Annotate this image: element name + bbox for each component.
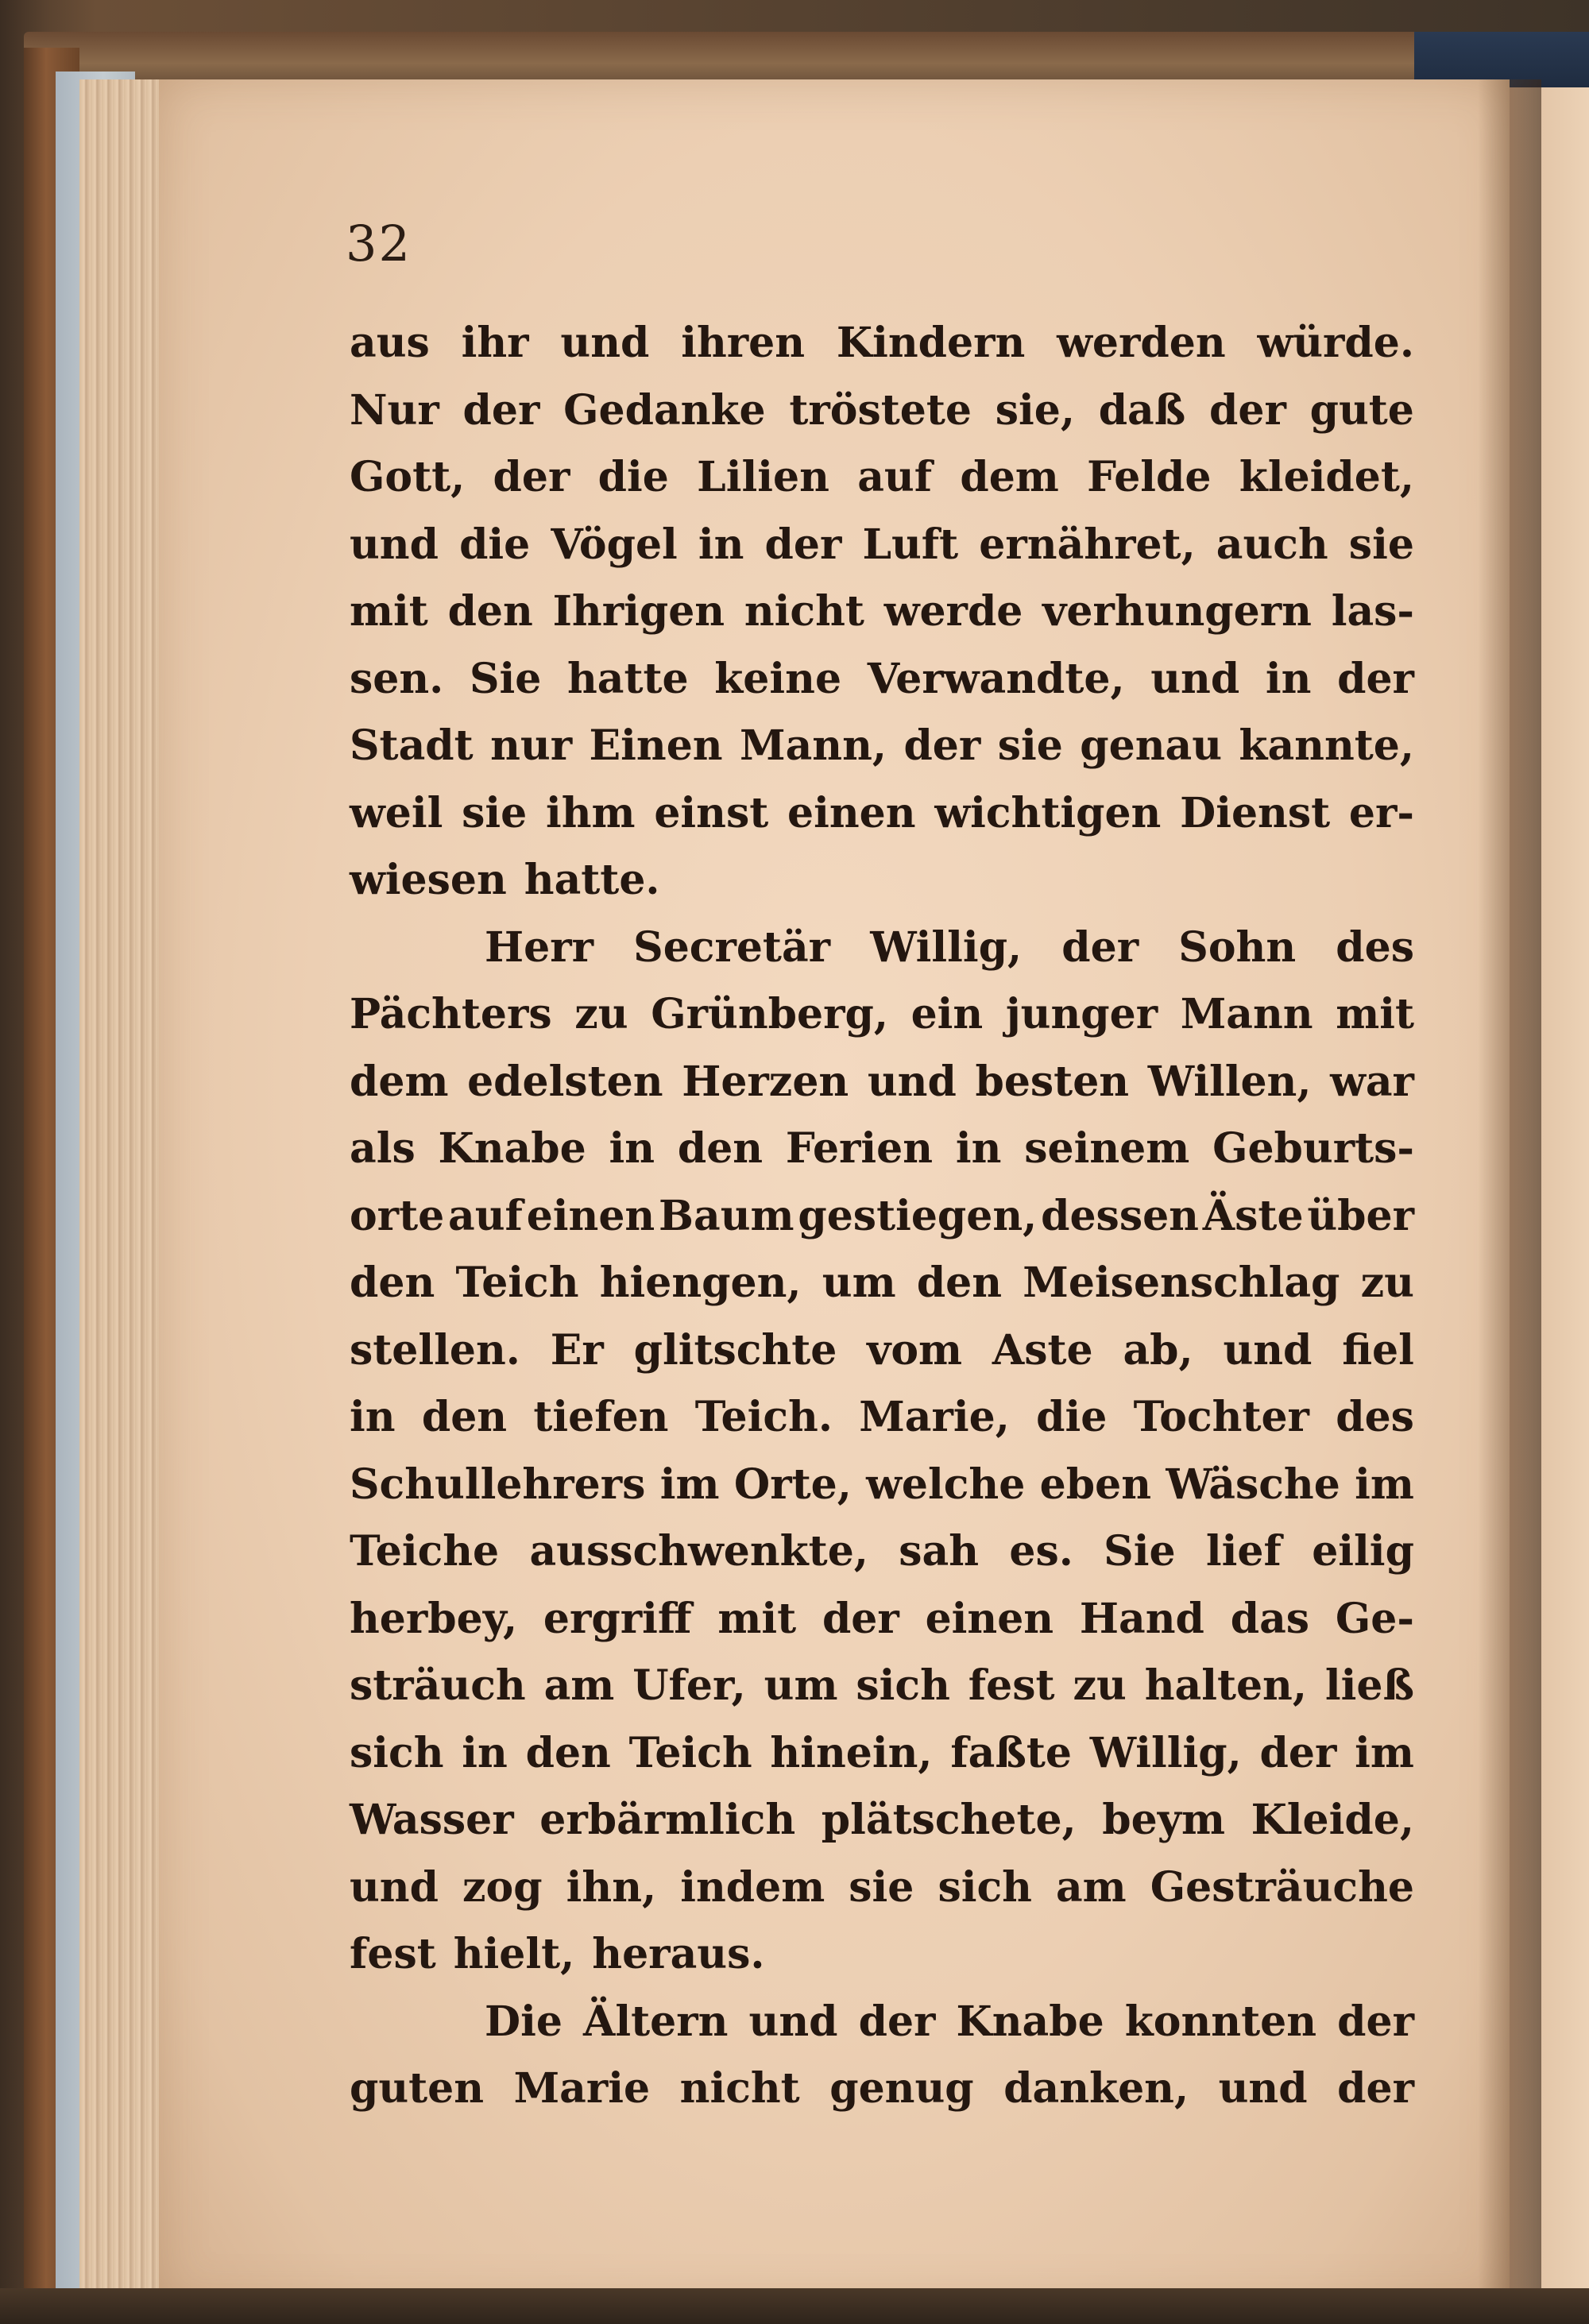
word: um	[822, 1259, 896, 1307]
word: sie	[849, 1862, 914, 1912]
word: Schullehrers	[350, 1460, 646, 1509]
word: stellen.	[350, 1325, 520, 1375]
word: fiel	[1342, 1325, 1414, 1375]
word: Herzen	[682, 1057, 849, 1106]
text-line	[350, 1787, 1414, 1854]
word: eben	[1039, 1460, 1152, 1509]
word: sie	[1348, 520, 1414, 569]
word: und	[1218, 2064, 1308, 2113]
word: er-	[1348, 788, 1414, 837]
word: sie,	[995, 385, 1075, 435]
word: tiefen	[533, 1393, 669, 1441]
word: Gedanke	[563, 385, 766, 435]
word: und	[560, 319, 650, 367]
word: Secretär	[633, 922, 831, 972]
word: werden	[1057, 319, 1226, 367]
word: hiengen,	[599, 1259, 802, 1307]
text-line	[350, 1317, 1414, 1385]
text-line	[350, 578, 1414, 646]
word: um	[764, 1661, 838, 1710]
word: ab,	[1123, 1325, 1193, 1375]
word: nicht	[679, 2064, 800, 2113]
word: zu	[1360, 1259, 1414, 1307]
word: erbärmlich	[539, 1796, 796, 1844]
text-line	[350, 1653, 1414, 1720]
word: herbey,	[350, 1594, 518, 1643]
word: der	[1259, 1728, 1337, 1777]
word: mit	[717, 1594, 797, 1643]
word: Sohn	[1178, 922, 1297, 972]
word: fest	[968, 1661, 1055, 1710]
word: Gott,	[350, 453, 466, 501]
word: sen.	[350, 654, 444, 703]
word: Knabe	[956, 1997, 1104, 2046]
word: sah	[899, 1527, 980, 1576]
text-line	[350, 1116, 1414, 1183]
word: mit	[1336, 990, 1414, 1038]
word: hatte	[566, 654, 689, 703]
word: der	[1209, 385, 1286, 435]
text-line	[350, 310, 1414, 377]
word: Marie,	[859, 1393, 1010, 1441]
word: am	[1055, 1862, 1127, 1912]
word: sich	[856, 1661, 950, 1710]
word: Meisenschlag	[1023, 1259, 1340, 1307]
word: der	[1337, 2064, 1414, 2113]
word: vom	[867, 1325, 963, 1375]
text-line	[350, 1854, 1414, 1922]
word: Pächters	[350, 990, 552, 1038]
word: der	[493, 453, 570, 501]
word: in	[698, 520, 744, 569]
word: las-	[1331, 587, 1414, 636]
text-line	[350, 981, 1414, 1049]
word: über	[1307, 1191, 1414, 1240]
word: würde.	[1257, 319, 1414, 367]
text-line	[350, 1989, 1414, 2056]
word: Einen	[589, 721, 723, 770]
text-line	[350, 1250, 1414, 1317]
text-line	[350, 847, 1414, 915]
word: eilig	[1312, 1527, 1414, 1576]
word: ernähret,	[979, 520, 1196, 569]
word: tröstete	[789, 385, 972, 435]
word: einen	[787, 788, 916, 837]
word: und	[867, 1057, 957, 1106]
word: dessen	[1041, 1191, 1199, 1240]
word: glitschte	[633, 1325, 837, 1375]
word: Hand	[1079, 1594, 1204, 1643]
word: als	[350, 1124, 416, 1173]
word: ihren	[681, 319, 806, 367]
word: Verwandte,	[867, 654, 1125, 703]
word: Felde	[1087, 453, 1212, 501]
word: hinein,	[770, 1728, 933, 1777]
word: sie	[997, 721, 1063, 770]
text-line	[350, 915, 1414, 982]
word: keine	[714, 654, 842, 703]
word: ihr	[461, 319, 529, 367]
word: kleidet,	[1239, 453, 1414, 501]
word: in	[462, 1728, 508, 1777]
word: plätschete,	[821, 1796, 1077, 1844]
word: zu	[574, 990, 628, 1038]
word: auf	[857, 453, 933, 501]
word: Baum	[659, 1191, 794, 1240]
word: der	[903, 721, 981, 770]
word: Er	[550, 1325, 604, 1375]
page-text	[350, 310, 1414, 2123]
word: seinem	[1024, 1124, 1190, 1173]
text-line	[350, 1720, 1414, 1788]
text-line	[350, 2055, 1414, 2123]
word: der	[1337, 654, 1414, 703]
word: konnten	[1124, 1997, 1317, 2046]
word: sträuch	[350, 1661, 526, 1710]
word: genau	[1080, 721, 1222, 770]
page-number: 32	[346, 215, 412, 273]
word: und	[350, 520, 439, 569]
word: Mann	[1180, 990, 1313, 1038]
word: Aste	[992, 1325, 1093, 1375]
word: der	[462, 385, 540, 435]
word: Teiche	[350, 1527, 500, 1576]
word: Teich	[455, 1259, 579, 1307]
bottom-shadow	[0, 2288, 1589, 2324]
word: orte	[350, 1191, 445, 1240]
word: der	[764, 520, 842, 569]
word: des	[1336, 922, 1414, 972]
word: zog	[462, 1862, 543, 1912]
word: welche	[866, 1460, 1026, 1509]
word: nur	[490, 721, 573, 770]
word: Gesträuche	[1150, 1862, 1414, 1912]
word: Vögel	[551, 520, 678, 569]
word: Ältern	[583, 1997, 729, 2046]
word: war	[1330, 1057, 1414, 1106]
word: Nur	[350, 385, 439, 435]
word: und	[1223, 1325, 1313, 1375]
word: am	[543, 1661, 615, 1710]
word: Ge-	[1335, 1594, 1414, 1643]
word: weil	[350, 788, 443, 837]
word: Ufer,	[632, 1661, 746, 1710]
word: ihm	[545, 788, 636, 837]
word: Wasser	[350, 1796, 514, 1844]
word: der	[858, 1997, 936, 2046]
word: des	[1336, 1393, 1414, 1441]
word: hielt,	[453, 1930, 575, 1978]
text-line	[350, 1183, 1414, 1251]
text-line	[350, 1921, 1414, 1989]
word: den	[525, 1728, 611, 1777]
word: edelsten	[467, 1057, 663, 1106]
word: Wäsche	[1166, 1460, 1340, 1509]
text-line	[350, 646, 1414, 713]
word: ein	[910, 990, 984, 1038]
word: den	[421, 1393, 508, 1441]
word: Willig,	[870, 922, 1023, 972]
word: verhungern	[1042, 587, 1312, 636]
word: Ferien	[785, 1124, 934, 1173]
word: und	[748, 1997, 838, 2046]
word: einst	[654, 788, 769, 837]
word: den	[677, 1124, 764, 1173]
word: in	[609, 1124, 655, 1173]
word: einen	[526, 1191, 655, 1240]
word: Die	[485, 1997, 563, 2046]
word: halten,	[1144, 1661, 1307, 1710]
word: Orte,	[733, 1460, 852, 1509]
word: Teich	[628, 1728, 752, 1777]
word: Ihrigen	[552, 587, 725, 636]
word: heraus.	[592, 1930, 765, 1978]
word: hatte.	[524, 856, 660, 904]
word: Teich.	[694, 1393, 833, 1441]
word: gestiegen,	[798, 1191, 1038, 1240]
word: faßte	[950, 1728, 1072, 1777]
word: der	[1337, 1997, 1414, 2046]
word: mit	[350, 587, 428, 636]
word: dem	[960, 453, 1059, 501]
word: werde	[883, 587, 1023, 636]
word: ergriff	[543, 1594, 692, 1643]
word: im	[1355, 1460, 1414, 1509]
word: aus	[350, 319, 430, 367]
word: gute	[1309, 385, 1414, 435]
word: im	[1355, 1728, 1414, 1777]
word: Kleide,	[1251, 1796, 1414, 1844]
word: Willen,	[1147, 1057, 1312, 1106]
word: den	[447, 587, 533, 636]
word: das	[1230, 1594, 1310, 1643]
word: sich	[938, 1862, 1032, 1912]
word: dem	[350, 1057, 449, 1106]
word: indem	[680, 1862, 825, 1912]
word: Tochter	[1133, 1393, 1309, 1441]
text-line	[350, 713, 1414, 780]
word: nicht	[744, 587, 864, 636]
text-line	[350, 1049, 1414, 1116]
word: junger	[1005, 990, 1158, 1038]
word: die	[459, 520, 531, 569]
word: den	[350, 1259, 435, 1307]
word: danken,	[1003, 2064, 1189, 2113]
word: einen	[925, 1594, 1054, 1643]
word: Lilien	[697, 453, 829, 501]
text-line	[350, 1586, 1414, 1653]
word: in	[350, 1393, 396, 1441]
word: Dienst	[1180, 788, 1331, 837]
word: den	[916, 1259, 1003, 1307]
word: der	[1061, 922, 1139, 972]
word: Marie	[513, 2064, 651, 2113]
word: Sie	[1104, 1527, 1176, 1576]
word: Grünberg,	[651, 990, 888, 1038]
word: ließ	[1324, 1661, 1414, 1710]
word: und	[1150, 654, 1240, 703]
word: Mann,	[740, 721, 887, 770]
word: die	[597, 453, 669, 501]
word: Willig,	[1089, 1728, 1242, 1777]
text-line	[350, 1518, 1414, 1586]
word: ihn,	[566, 1862, 657, 1912]
text-line	[350, 780, 1414, 848]
word: in	[1265, 654, 1312, 703]
word: Stadt	[350, 721, 474, 770]
word: Herr	[485, 922, 594, 972]
word: Sie	[469, 654, 542, 703]
word: auf	[448, 1191, 523, 1240]
word: besten	[975, 1057, 1130, 1106]
word: die	[1036, 1393, 1108, 1441]
text-line	[350, 1452, 1414, 1519]
word: sich	[350, 1728, 444, 1777]
word: fest	[350, 1930, 436, 1978]
word: genug	[829, 2064, 974, 2113]
text-line	[350, 377, 1414, 445]
word: zu	[1073, 1661, 1127, 1710]
word: im	[659, 1460, 720, 1509]
word: Luft	[862, 520, 959, 569]
word: es.	[1009, 1527, 1073, 1576]
word: beym	[1102, 1796, 1225, 1844]
word: lief	[1205, 1527, 1282, 1576]
word: der	[822, 1594, 899, 1643]
text-line	[350, 1384, 1414, 1452]
word: Knabe	[438, 1124, 586, 1173]
word: in	[955, 1124, 1002, 1173]
word: und	[350, 1862, 439, 1912]
word: ausschwenkte,	[529, 1527, 868, 1576]
word: daß	[1098, 385, 1186, 435]
text-line	[350, 512, 1414, 579]
word: Geburts-	[1212, 1124, 1414, 1173]
word: kannte,	[1239, 721, 1414, 770]
word: auch	[1216, 520, 1328, 569]
word: sie	[462, 788, 528, 837]
word: guten	[350, 2064, 485, 2113]
text-line	[350, 444, 1414, 512]
word: Kindern	[836, 319, 1026, 367]
word: wiesen	[350, 856, 507, 904]
word: wichtigen	[934, 788, 1162, 837]
word: Äste	[1202, 1191, 1304, 1240]
